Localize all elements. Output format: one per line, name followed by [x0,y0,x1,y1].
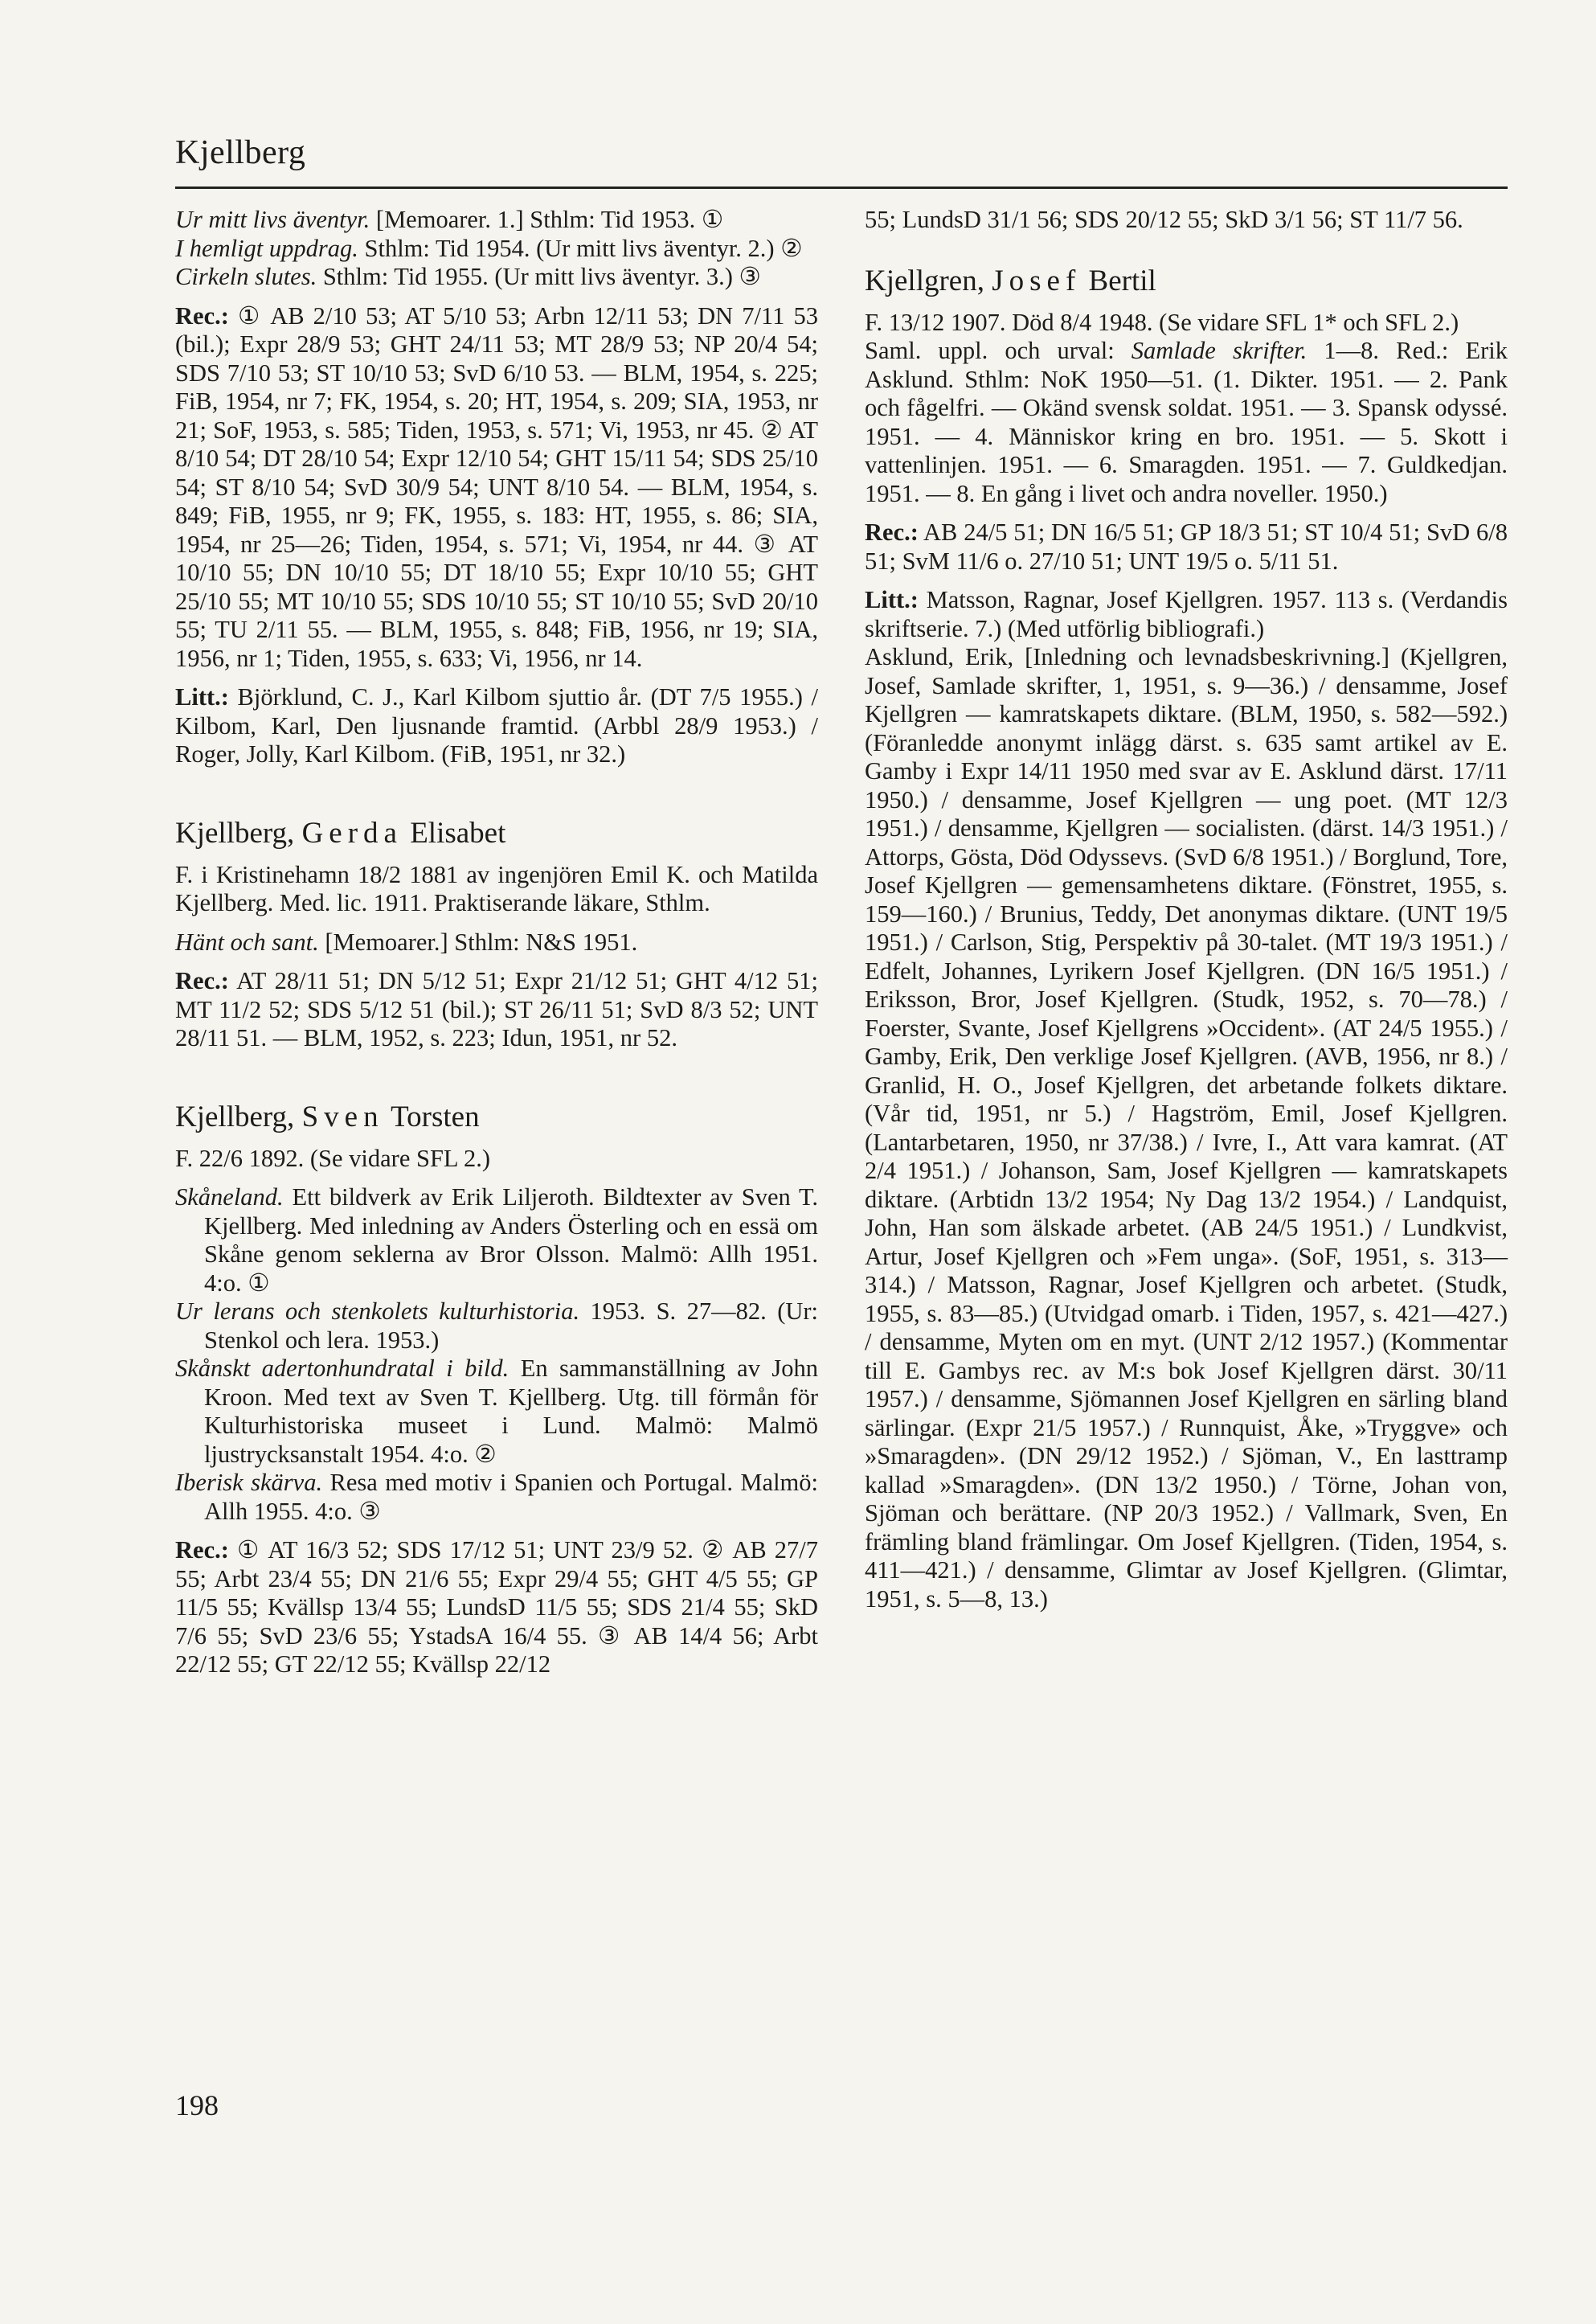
heading-surname: Kjellberg, [175,816,295,850]
literature-text: Björklund, C. J., Karl Kilbom sjuttio år. (DT 7/5 1955.) / Kilbom, Karl, Den ljusnande framtid. (Arbbl 28/9 1953.) / Roger, Jolly, Karl Kilbom. (FiB, 1951, nr 32.) [175,683,818,768]
entry-heading-sven [175,1100,818,1135]
work-entry [175,928,818,957]
work-details: Resa med motiv i Spanien och Portugal. Malmö: Allh 1955. 4:o. ③ [204,1469,818,1525]
reviews-text: ① AT 16/3 52; SDS 17/12 51; UNT 23/9 52. ② AB 27/7 55; Arbt 23/4 55; DN 21/6 55; Expr 29/4 55; GHT 4/5 55; GP 11/5 55; Kvällsp 13/4 55; LundsD 11/5 55; SDS 21/4 55; SkD 7/6 55; SvD 23/6 55; YstadsA 16/4 55. ③ AB 14/4 56; Arbt 22/12 55; GT 22/12 55; Kvällsp 22/12 [175,1536,818,1678]
reviews-text: AB 24/5 51; DN 16/5 51; GP 18/3 51; ST 10/4 51; SvD 6/8 51; SvM 11/6 o. 27/10 51; UNT 19/5 o. 5/11 51. [865,518,1508,575]
work-details: En sammanställning av John Kroon. Med text av Sven T. Kjellberg. Utg. till förmån för Kulturhistoriska museet i Lund. Malmö: Malmö ljustrycksanstalt 1954. 4:o. ② [204,1355,818,1468]
literature-text: Matsson, Ragnar, Josef Kjellgren. 1957. 113 s. (Verdandis skriftserie. 7.) (Med utförlig bibliografi.) [865,586,1508,642]
collected-prefix: Saml. uppl. och urval: [865,337,1132,364]
collected-works-paragraph [865,337,1508,508]
header-rule [175,186,1508,189]
work-details: [Memoarer.] Sthlm: N&S 1951. [318,928,638,956]
bio-paragraph: F. 22/6 1892. (Se vidare SFL 2.) [175,1144,491,1172]
work-details: [Memoarer. 1.] Sthlm: Tid 1953. ① [370,206,724,233]
work-entry [175,1355,818,1469]
heading-given-name: Gerda [301,816,403,850]
literature-paragraph [865,586,1508,643]
heading-given-name: Sven [301,1100,384,1133]
entry-heading-gerda [175,816,818,851]
work-details: 1953. S. 27—82. (Ur: Stenkol och lera. 1953.) [204,1297,819,1354]
work-details: Ett bildverk av Erik Liljeroth. Bildtexter av Sven T. Kjellberg. Med inledning av Anders Österling och en essä om Skåne genom seklerna av Bror Olsson. Malmö: Allh 1951. 4:o. ① [204,1183,818,1297]
running-head: Kjellberg [175,134,306,171]
reviews-paragraph [175,1536,818,1679]
reviews-paragraph [865,518,1508,576]
rec-label: Rec.: [865,518,919,546]
reviews-text: AT 28/11 51; DN 5/12 51; Expr 21/12 51; GHT 4/12 51; MT 11/2 52; SDS 5/12 51 (bil.); ST 26/11 51; SvD 8/3 52; UNT 28/11 51. — BLM, 1952, s. 223; Idun, 1951, nr 52. [175,967,818,1051]
heading-surname: Kjellberg, [175,1100,295,1133]
work-title: Ur mitt livs äventyr. [175,206,370,233]
rec-label: Rec.: [175,967,229,994]
bio-paragraph: F. i Kristinehamn 18/2 1881 av ingenjören Emil K. och Matilda Kjellberg. Med. lic. 1911. Praktiserande läkare, Sthlm. [175,860,818,916]
reviews-paragraph [175,302,818,674]
heading-middle-name: Elisabet [410,816,506,850]
heading-middle-name: Bertil [1088,264,1156,297]
page-number: 198 [175,2089,219,2121]
rec-label: Rec.: [175,301,229,330]
work-title: Hänt och sant. [175,928,319,956]
work-entry [175,1469,818,1526]
work-entry [175,263,818,292]
left-column [175,206,818,1690]
work-title: Skånskt adertonhundratal i bild. [175,1355,509,1382]
heading-middle-name: Torsten [391,1100,480,1133]
literature-list: Asklund, Erik, [Inledning och levnadsbeskrivning.] (Kjellgren, Josef, Samlade skrifter, 1, 1951, s. 9—36.) / densamme, Josef Kjellgren — kamratskapets diktare. (BLM, 1950, s. 582—592.) (Föranledde anonymt inlägg därst. s. 635 samt artikel av E. Gamby i Expr 14/11 1950 med svar av E. Asklund därst. 17/11 1950.) / densamme, Josef Kjellgren — ung poet. (MT 12/3 1951.) / densamme, Kjellgren — socialisten. (därst. 14/3 1951.) / Attorps, Gösta, Död Odyssevs. (SvD 6/8 1951.) / Borglund, Tore, Josef Kjellgren — gemensamhetens diktare. (Fönstret, 1955, s. 159—160.) / Brunius, Teddy, Det anonymas diktare. (UNT 19/5 1951.) / Carlson, Stig, Perspektiv på 30-talet. (MT 19/3 1951.) / Edfelt, Johannes, Lyrikern Josef Kjellgren. (DN 16/5 1951.) / Eriksson, Bror, Josef Kjellgren. (Studk, 1952, s. 70—78.) / Foerster, Svante, Josef Kjellgrens »Occident». (AT 24/5 1955.) / Gamby, Erik, Den verklige Josef Kjellgren. (AVB, 1956, nr 8.) / Granlid, H. O., Josef Kjellgren, det arbetande folkets diktare. (Vår tid, 1951, nr 5.) / Hagström, Emil, Josef Kjellgren. (Lantarbetaren, 1950, nr 37/38.) / Ivre, I., Att vara kamrat. (AT 2/4 1951.) / Johanson, Sam, Josef Kjellgren — kamratskapets diktare. (Arbtidn 13/2 1954; Ny Dag 13/2 1954.) / Landquist, John, Han som älskade arbetet. (AB 24/5 1951.) / Lundkvist, Artur, Josef Kjellgren och »Fem unga». (SoF, 1951, s. 313—314.) / Matsson, Ragnar, Josef Kjellgren och arbetet. (Studk, 1955, s. 83—85.) (Utvidgad omarb. i Tiden, 1957, s. 421—427.) / densamme, Myten om en myt. (UNT 2/12 1957.) (Kommentar till E. Gambys rec. av M:s bok Josef Kjellgren därst. 30/11 1957.) / densamme, Sjömannen Josef Kjellgren en särling bland särlingar. (Expr 21/5 1957.) / Runnquist, Åke, »Tryggve» och »Smaragden». (DN 29/12 1952.) / Sjöman, V., En lasttramp kallad »Smaragden». (DN 13/2 1950.) / Törne, Johan von, Sjöman och berättare. (NP 20/3 1952.) / Vallmark, Sven, En främling bland främlingar. Om Josef Kjellgren. (Tiden, 1954, s. 411—421.) / densamme, Glimtar av Josef Kjellgren. (Glimtar, 1951, s. 5—8, 13.) [865,643,1508,1613]
work-entry [175,1297,818,1355]
literature-paragraph [175,683,818,769]
litt-label: Litt.: [865,586,919,613]
work-title: Ur lerans och stenkolets kulturhistoria. [175,1297,580,1325]
rec-label: Rec.: [175,1536,229,1564]
right-column [865,206,1508,1624]
work-entry [175,1183,818,1297]
collected-details: 1—8. Red.: Erik Asklund. Sthlm: NoK 1950—51. (1. Dikter. 1951. — 2. Pank och fågelfri. — Okänd svensk soldat. 1951. — 3. Spansk odyssé. 1951. — 4. Människor kring en bro. 1951. — 5. Skott i vattenlinjen. 1951. — 6. Smaragden. 1951. — 7. Guldkedjan. 1951. — 8. En gång i livet och andra noveller. 1950.) [865,337,1508,507]
collected-title: Samlade skrifter. [1131,337,1307,364]
work-details: Sthlm: Tid 1954. (Ur mitt livs äventyr. 2.) ② [358,234,803,262]
heading-surname: Kjellgren, [865,264,984,297]
work-entry [175,206,818,235]
work-title: Iberisk skärva. [175,1469,323,1496]
reviews-continuation: 55; LundsD 31/1 56; SDS 20/12 55; SkD 3/1 56; ST 11/7 56. [865,206,1463,233]
work-entry [175,235,818,264]
heading-given-name: Josef [992,264,1082,297]
bio-paragraph: F. 13/12 1907. Död 8/4 1948. (Se vidare SFL 1* och SFL 2.) [865,308,1459,336]
reviews-paragraph [175,967,818,1053]
work-title: Cirkeln slutes. [175,263,317,290]
work-title: I hemligt uppdrag. [175,234,358,262]
work-details: Sthlm: Tid 1955. (Ur mitt livs äventyr. 3.) ③ [317,263,761,290]
work-title: Skåneland. [175,1183,284,1211]
litt-label: Litt.: [175,683,229,711]
entry-heading-josef [865,264,1508,299]
reviews-text: ① AB 2/10 53; AT 5/10 53; Arbn 12/11 53; DN 7/11 53 (bil.); Expr 28/9 53; GHT 24/11 53; MT 28/9 53; NP 20/4 54; SDS 7/10 53; ST 10/10 53; SvD 6/10 53. — BLM, 1954, s. 225; FiB, 1954, nr 7; FK, 1954, s. 20; HT, 1954, s. 209; SIA, 1953, nr 21; SoF, 1953, s. 585; Tiden, 1953, s. 571; Vi, 1953, nr 45. ② AT 8/10 54; DT 28/10 54; Expr 12/10 54; GHT 15/11 54; SDS 25/10 54; ST 8/10 54; SvD 30/9 54; UNT 8/10 54. — BLM, 1954, s. 849; FiB, 1955, nr 9; FK, 1955, s. 183: HT, 1955, s. 86; SIA, 1954, nr 25—26; Tiden, 1954, s. 571; Vi, 1954, nr 44. ③ AT 10/10 55; DN 10/10 55; DT 18/10 55; Expr 10/10 55; GHT 25/10 55; MT 10/10 55; SDS 10/10 55; ST 10/10 55; SvD 20/10 55; TU 2/11 55. — BLM, 1955, s. 848; FiB, 1956, nr 19; SIA, 1956, nr 1; Tiden, 1955, s. 633; Vi, 1956, nr 14. [175,301,818,672]
